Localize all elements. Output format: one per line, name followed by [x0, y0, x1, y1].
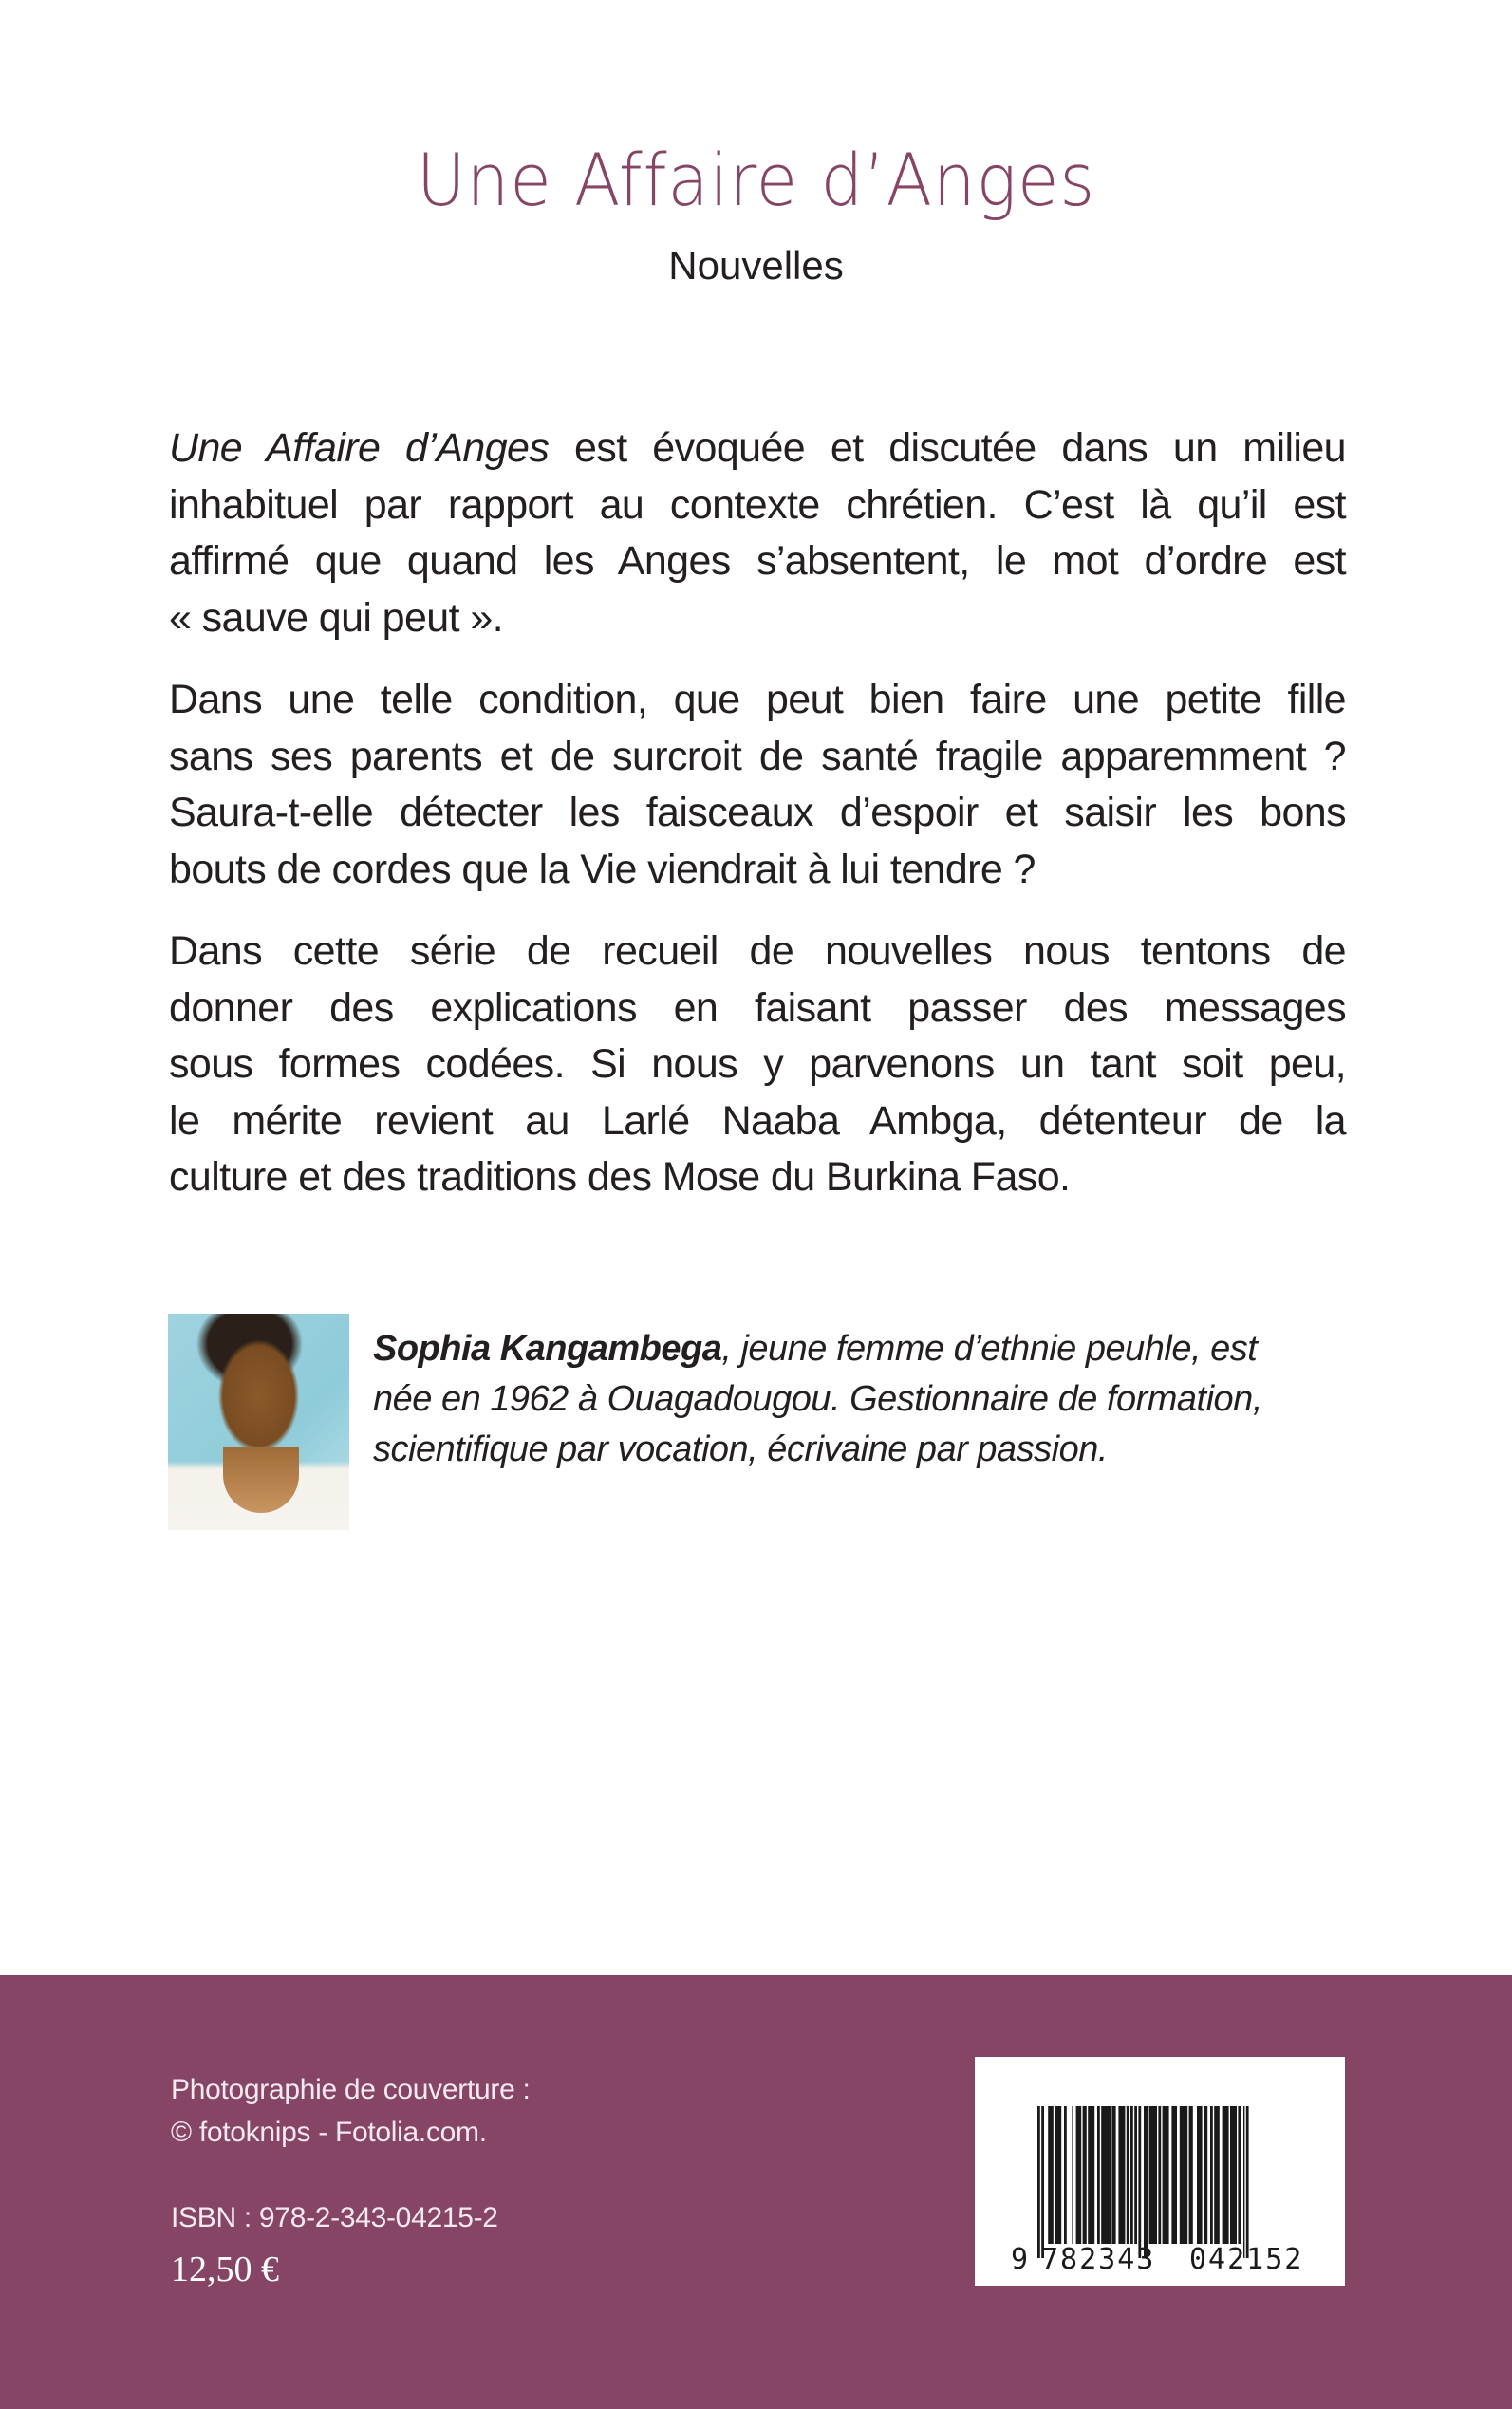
author-bio-line: née en 1962 à Ouagadougou. Gestionnaire de formation,: [373, 1379, 1262, 1419]
portrait-detail: [223, 1447, 299, 1513]
title-reference: Une Affaire d’Anges: [169, 425, 550, 471]
isbn: ISBN : 978-2-343-04215-2: [171, 2202, 498, 2233]
author-name: Sophia Kangambega: [373, 1329, 722, 1369]
blurb-line: affirmé que quand les Anges s’absentent, le mot d’ordre est: [169, 538, 1346, 584]
blurb-line: sans ses parents et de surcroit de santé fragile apparemment ?: [169, 733, 1346, 779]
barcode: [975, 2057, 1345, 2286]
barcode-icon: [975, 2057, 1345, 2286]
blurb-line: inhabituel par rapport au contexte chrétien. C’est là qu’il est: [169, 481, 1346, 528]
barcode-digits-left: 782343: [1041, 2243, 1156, 2276]
blurb-line: Dans une telle condition, que peut bien faire une petite fille: [169, 677, 1346, 722]
blurb-line: « sauve qui peut ».: [169, 594, 503, 641]
barcode-digits-right: 042152: [1189, 2243, 1304, 2276]
blurb-line: bouts de cordes que la Vie viendrait à lui tendre ?: [169, 846, 1036, 892]
blurb-paragraph-2: [169, 672, 1346, 898]
author-bio-line: Sophia Kangambega, jeune femme d’ethnie peuhle, est: [373, 1329, 1258, 1369]
book-genre: Nouvelles: [668, 243, 844, 288]
blurb-line: Saura-t-elle détecter les faisceaux d’espoir et saisir les bons: [169, 790, 1346, 835]
barcode-digit-first: 9: [1011, 2243, 1029, 2276]
book-title: Une Affaire d’Anges: [416, 138, 1096, 222]
blurb-line: Une Affaire d’Anges est évoquée et discutée dans un milieu: [169, 425, 1346, 471]
blurb-line: Dans cette série de recueil de nouvelles nous tentons de: [169, 928, 1346, 974]
blurb-line: donner des explications en faisant passer des messages: [169, 984, 1346, 1031]
price: 12,50 €: [171, 2250, 279, 2289]
author-portrait: [168, 1314, 349, 1530]
photo-credit-value: © fotoknips - Fotolia.com.: [171, 2117, 487, 2148]
blurb-line: culture et des traditions des Mose du Burkina Faso.: [169, 1154, 1071, 1200]
blurb-line: sous formes codées. Si nous y parvenons un tant soit peu,: [169, 1041, 1346, 1087]
blurb-paragraph-3: [169, 924, 1346, 1206]
author-bio-line: scientifique par vocation, écrivaine par passion.: [373, 1429, 1108, 1469]
author-bio: [373, 1324, 1346, 1475]
blurb-line: le mérite revient au Larlé Naaba Ambga, détenteur de la: [169, 1097, 1346, 1144]
blurb-paragraph-1: [169, 420, 1346, 646]
photo-credit-label: Photographie de couverture :: [171, 2074, 531, 2105]
